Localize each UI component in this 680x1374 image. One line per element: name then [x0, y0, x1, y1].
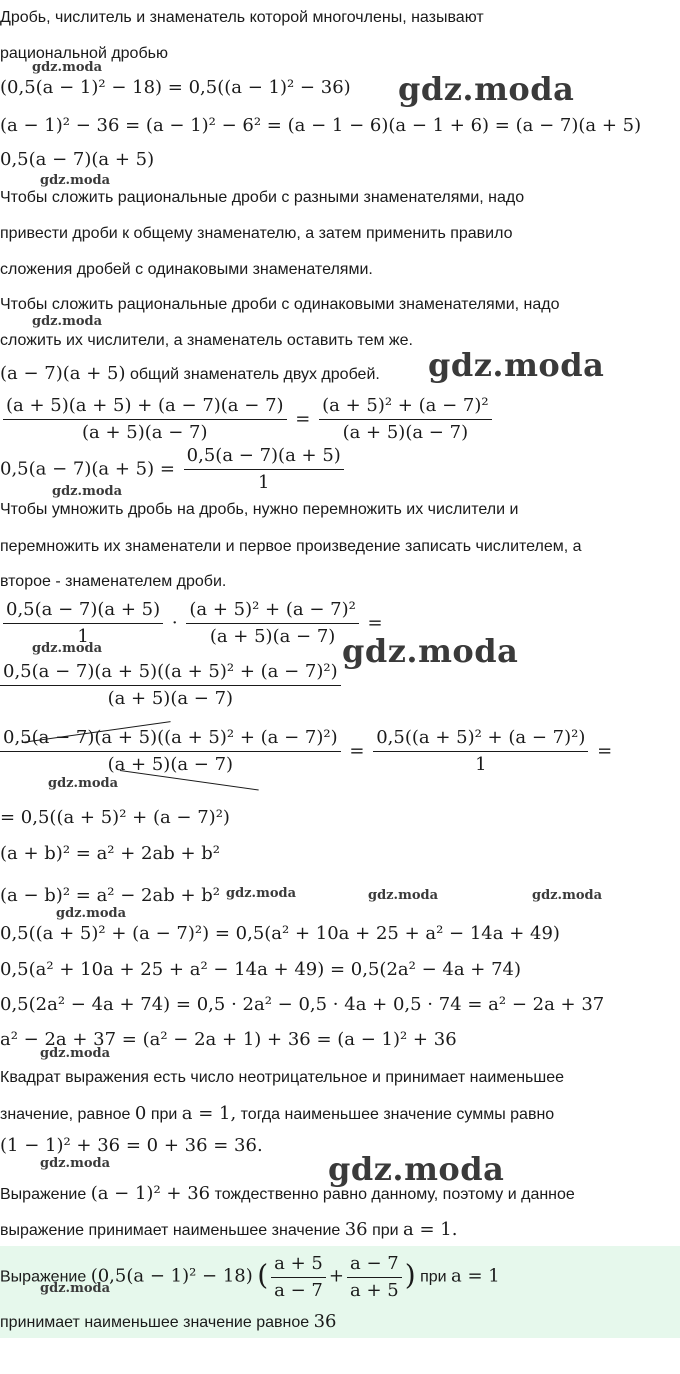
answer-frac1-denominator: a − 7 [274, 1280, 323, 1301]
common-denominator-text: общий знаменатель двух дробей. [129, 366, 380, 383]
square-note-text-b: при [150, 1106, 178, 1123]
rule-add-same-line-2: сложить их числители, а знаменатель оставить тем же. [0, 332, 413, 349]
watermark-small: gdz.moda [32, 641, 103, 656]
product-fraction-2 [186, 598, 358, 649]
rule-mult-line-3: второе - знаменателем дроби. [0, 573, 227, 590]
watermark-small: gdz.moda [532, 888, 603, 903]
square-note-line-1: Квадрат выражения есть число неотрицательное и принимает наименьшее [0, 1069, 565, 1086]
product-f1-numerator: 0,5(a − 7)(a + 5) [3, 598, 163, 624]
definition-line-2: рациональной дробью [0, 45, 168, 62]
expand-line-2: 0,5(a² + 10a + 25 + a² − 14a + 49) = 0,5(2a² − 4a + 74) [0, 959, 522, 980]
answer-at: при [420, 1268, 447, 1286]
rule-add-diff-line-3: сложения дробей с одинаковыми знаменателями. [0, 261, 373, 278]
as-fraction-fraction [184, 444, 344, 495]
answer-text: принимает наименьшее значение равное [0, 1314, 310, 1331]
identity-note-text-a: Выражение [0, 1186, 87, 1203]
answer-expression: (0,5(a − 1)² − 18) [90, 1265, 253, 1287]
watermark-small: gdz.moda [32, 60, 103, 75]
common-denominator-line [0, 362, 380, 386]
watermark-small: gdz.moda [40, 173, 111, 188]
expand-line-4: a² − 2a + 37 = (a² − 2a + 1) + 36 = (a − 1)² + 36 [0, 1029, 457, 1050]
cancel-numerator: 0,5(a − 7)(a + 5)((a + 5)² + (a − 7)²) [0, 726, 341, 752]
watermark-large: gdz.moda [428, 346, 605, 384]
step1-expression: (0,5(a − 1)² − 18) = 0,5((a − 1)² − 36) [0, 77, 351, 98]
identity-note-text-c: выражение принимает наименьшее значение [0, 1222, 341, 1239]
sum-equals-sign: = [295, 408, 311, 430]
answer-line-2 [0, 1310, 337, 1334]
square-note-text-c: тогда наименьшее значение суммы равно [240, 1106, 555, 1123]
watermark-small: gdz.moda [368, 888, 439, 903]
answer-word: Выражение [0, 1268, 87, 1286]
product-f2-denominator: (a + 5)(a − 7) [209, 626, 336, 647]
product-dot: · [171, 612, 178, 634]
answer-fraction-2 [347, 1252, 402, 1303]
sum-lhs-fraction [3, 394, 287, 445]
product-f1-denominator: 1 [77, 626, 89, 647]
rule-add-same-line-1: Чтобы сложить рациональные дроби с одинаковыми знаменателями, надо [0, 296, 560, 313]
watermark-large: gdz.moda [328, 1150, 505, 1188]
expand-line-1: 0,5((a + 5)² + (a − 7)²) = 0,5(a² + 10a + 25 + a² − 14a + 49) [0, 923, 560, 944]
definition-line-1: Дробь, числитель и знаменатель которой многочлены, называют [0, 9, 484, 26]
cancel-trailing-equals: = [597, 740, 613, 762]
answer-frac1-numerator: a + 5 [271, 1252, 326, 1278]
rule-mult-line-1: Чтобы умножить дробь на дробь, нужно перемножить их числители и [0, 501, 519, 518]
answer-open-paren: ( [257, 1258, 269, 1292]
watermark-large: gdz.moda [398, 70, 575, 108]
reduced-denominator: 1 [475, 754, 487, 775]
product-f2-numerator: (a + 5)² + (a − 7)² [186, 598, 358, 624]
answer-close-paren: ) [404, 1258, 416, 1292]
as-fraction-lhs: 0,5(a − 7)(a + 5) = [0, 458, 175, 480]
answer-fraction-1 [271, 1252, 326, 1303]
cancel-fraction [0, 726, 341, 777]
square-note-condition: a = 1, [181, 1103, 237, 1124]
rule-add-diff-line-2: привести дроби к общему знаменателю, а затем применить правило [0, 225, 513, 242]
sum-rhs-fraction [319, 394, 491, 445]
sum-fraction-line [0, 394, 495, 445]
square-note-text-a: значение, равное [0, 1106, 131, 1123]
sum-rhs-denominator: (a + 5)(a − 7) [342, 422, 469, 443]
watermark-small: gdz.moda [40, 1046, 111, 1061]
identity-note-line-2 [0, 1218, 457, 1242]
cancel-line [0, 726, 612, 777]
square-note-line-2 [0, 1102, 554, 1126]
identity-note-text-d: при [372, 1222, 399, 1239]
combined-numerator: 0,5(a − 7)(a + 5)((a + 5)² + (a − 7)²) [0, 660, 341, 686]
identity-square-sum: (a + b)² = a² + 2ab + b² [0, 843, 221, 864]
cancel-denominator: (a + 5)(a − 7) [107, 754, 234, 775]
identity-note-condition: a = 1. [403, 1219, 458, 1240]
watermark-small: gdz.moda [32, 314, 103, 329]
watermark-small: gdz.moda [56, 906, 127, 921]
cancel-equals-sign: = [349, 740, 365, 762]
common-denominator-expr: (a − 7)(a + 5) [0, 363, 126, 384]
identity-note-text-b: тождественно равно данному, поэтому и данное [214, 1186, 575, 1203]
answer-frac2-numerator: a − 7 [347, 1252, 402, 1278]
square-note-line-3: (1 − 1)² + 36 = 0 + 36 = 36. [0, 1135, 263, 1156]
sum-lhs-numerator: (a + 5)(a + 5) + (a − 7)(a − 7) [3, 394, 287, 420]
sum-rhs-numerator: (a + 5)² + (a − 7)² [319, 394, 491, 420]
combined-denominator: (a + 5)(a − 7) [107, 688, 234, 709]
answer-plus: + [328, 1265, 344, 1287]
identity-note-expr: (a − 1)² + 36 [90, 1183, 211, 1204]
answer-condition: a = 1 [451, 1265, 500, 1287]
rule-mult-line-2: перемножить их знаменатели и первое произведение записать числителем, а [0, 538, 582, 555]
watermark-small: gdz.moda [40, 1156, 111, 1171]
rule-add-diff-line-1: Чтобы сложить рациональные дроби с разными знаменателями, надо [0, 189, 525, 206]
combined-fraction [0, 660, 341, 711]
as-fraction-denominator: 1 [258, 472, 270, 493]
expand-line-3: 0,5(2a² − 4a + 74) = 0,5 · 2a² − 0,5 · 4a + 0,5 · 74 = a² − 2a + 37 [0, 994, 605, 1015]
watermark-small: gdz.moda [226, 886, 297, 901]
answer-frac2-denominator: a + 5 [349, 1280, 399, 1301]
step1-factorization: (a − 1)² − 36 = (a − 1)² − 6² = (a − 1 − 6)(a − 1 + 6) = (a − 7)(a + 5) [0, 115, 642, 136]
step1-result: 0,5(a − 7)(a + 5) [0, 149, 155, 170]
product-equals-sign: = [367, 612, 383, 634]
watermark-small: gdz.moda [48, 776, 119, 791]
reduced-fraction [373, 726, 588, 777]
square-note-zero: 0 [134, 1103, 147, 1124]
sum-lhs-denominator: (a + 5)(a − 7) [82, 422, 208, 443]
watermark-small: gdz.moda [52, 484, 123, 499]
answer-value: 36 [313, 1311, 337, 1332]
as-fraction-numerator: 0,5(a − 7)(a + 5) [184, 444, 344, 470]
identity-square-diff: (a − b)² = a² − 2ab + b² [0, 885, 221, 906]
reduced-numerator: 0,5((a + 5)² + (a − 7)²) [373, 726, 588, 752]
identity-note-value: 36 [344, 1219, 368, 1240]
product-final: = 0,5((a + 5)² + (a − 7)²) [0, 807, 230, 828]
watermark-small: gdz.moda [40, 1281, 111, 1296]
watermark-large: gdz.moda [342, 632, 519, 670]
combined-fraction-line [0, 660, 344, 711]
